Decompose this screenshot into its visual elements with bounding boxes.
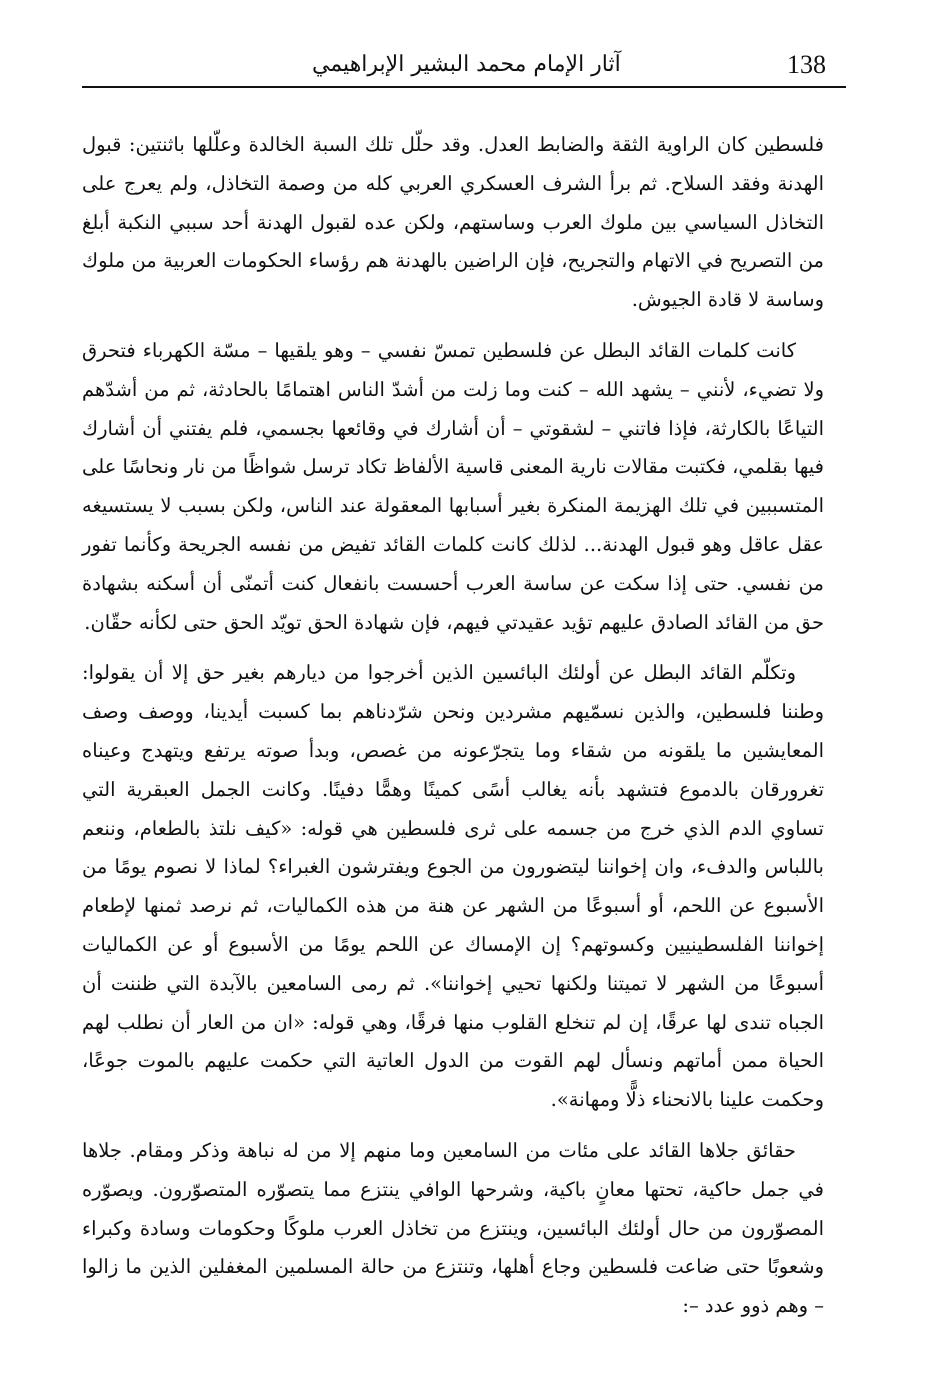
paragraph-1: فلسطين كان الراوية الثقة والضابط العدل. وقد حلّل تلك السبة الخالدة وعلّلها باثنتين: قبول الهدنة وفقد السلاح. ثم برأ الشرف العسكري العربي كله من وصمة التخاذل، ولم يعرج على التخاذل السياسي بين ملوك العرب وساستهم، ولكن عده لقبول الهدنة أحد سببي النكبة أبلغ من التصريح في الاتهام والتجريح، فإن الراضين بالهدنة هم رؤساء الحكومات العربية من ملوك وساسة لا قادة الجيوش. <box>82 133 824 312</box>
page-header <box>82 46 846 88</box>
body-text <box>82 126 824 1338</box>
paragraph-4: حقائق جلاها القائد على مئات من السامعين وما منهم إلا من له نباهة وذكر ومقام. جلاها في جمل حاكية، تحتها معانٍ باكية، وشرحها الوافي ينتزع مما يتصوّره المتصوّرون. ويصوّره المصوّرون من حال أولئك البائسين، وينتزع من تخاذل العرب ملوكًا وحكومات وسادة وكبراء وشعوبًا حتى ضاعت فلسطين وجاع أهلها، وتنتزع من حالة المسلمين المغفلين الذين ما زالوا – وهم ذوو عدد –: <box>82 1138 824 1318</box>
running-title: آثار الإمام محمد البشير الإبراهيمي <box>312 52 621 77</box>
paragraph-3: وتكلّم القائد البطل عن أولئك البائسين الذين أخرجوا من ديارهم بغير حق إلا أن يقولوا: وطننا فلسطين، والذين نسمّيهم مشردين ونحن شرّدناهم بما كسبت أيدينا، ووصف وصف المعايشين ما يلقونه من شقاء وما يتجرّعونه من غصص، وبدأ صوته يرتفع ويتهدج وعيناه تغرورقان بالدموع فتشهد بأنه يغالب أسًى كمينًا وهمًّا دفينًا. وكانت الجمل العبقرية التي تساوي الدم الذي خرج من جسمه على ثرى فلسطين هي قوله: «كيف نلتذ بالطعام، وننعم باللباس والدفء، وان إخواننا ليتضورون من الجوع ويفترشون الغبراء؟ لماذا لا نصوم يومًا من الأسبوع عن اللحم، أو أسبوعًا من الشهر عن هنة من هذه الكماليات، ثم نرصد ثمنها لإطعام إخواننا الفلسطينيين وكسوتهم؟ إن الإمساك عن اللحم يومًا من الأسبوع أو عن الكماليات أسبوعًا من الشهر لا تميتنا ولكنها تحيي إخواننا». ثم رمى السامعين بالآبدة التي ظننت أن الجباه تندى لها عرقًا، إن لم تنخلع القلوب منها فرقًا، وهي قوله: «ان من العار أن نطلب لهم الحياة ممن أماتهم ونسأل لهم القوت من الدول العاتية التي حكمت عليهم بالموت جوعًا، وحكمت علينا بالانحناء ذلًّا ومهانة». <box>82 661 824 1112</box>
paragraph-2: كانت كلمات القائد البطل عن فلسطين تمسّ نفسي – وهو يلقيها – مسّة الكهرباء فتحرق ولا تضيء، لأنني – يشهد الله – كنت وما زلت من أشدّ الناس اهتمامًا بالحادثة، ثم من أشدّهم التياعًا بالكارثة، فإذا فاتني – لشقوتي – أن أشارك في وقائعها بجسمي، فلم يفتني أن أشارك فيها بقلمي، فكتبت مقالات نارية المعنى قاسية الألفاظ تكاد ترسل شواظًا من نار ونحاسًا على المتسببين في تلك الهزيمة المنكرة بغير أسبابها المعقولة عند الناس، ولكن بسبب لا يستسيغه عقل عاقل وهو قبول الهدنة... لذلك كانت كلمات القائد تفيض من نفسه الجريحة وكأنما تفور من نفسي. حتى إذا سكت عن ساسة العرب أحسست بانفعال كنت أتمنّى أن أسكنه بشهادة حق من القائد الصادق عليهم تؤيد عقيدتي فيهم، فإن شهادة الحق تويّد الحق حتى لكأنه حقّان. <box>82 338 824 634</box>
page-number: 138 <box>787 50 826 79</box>
